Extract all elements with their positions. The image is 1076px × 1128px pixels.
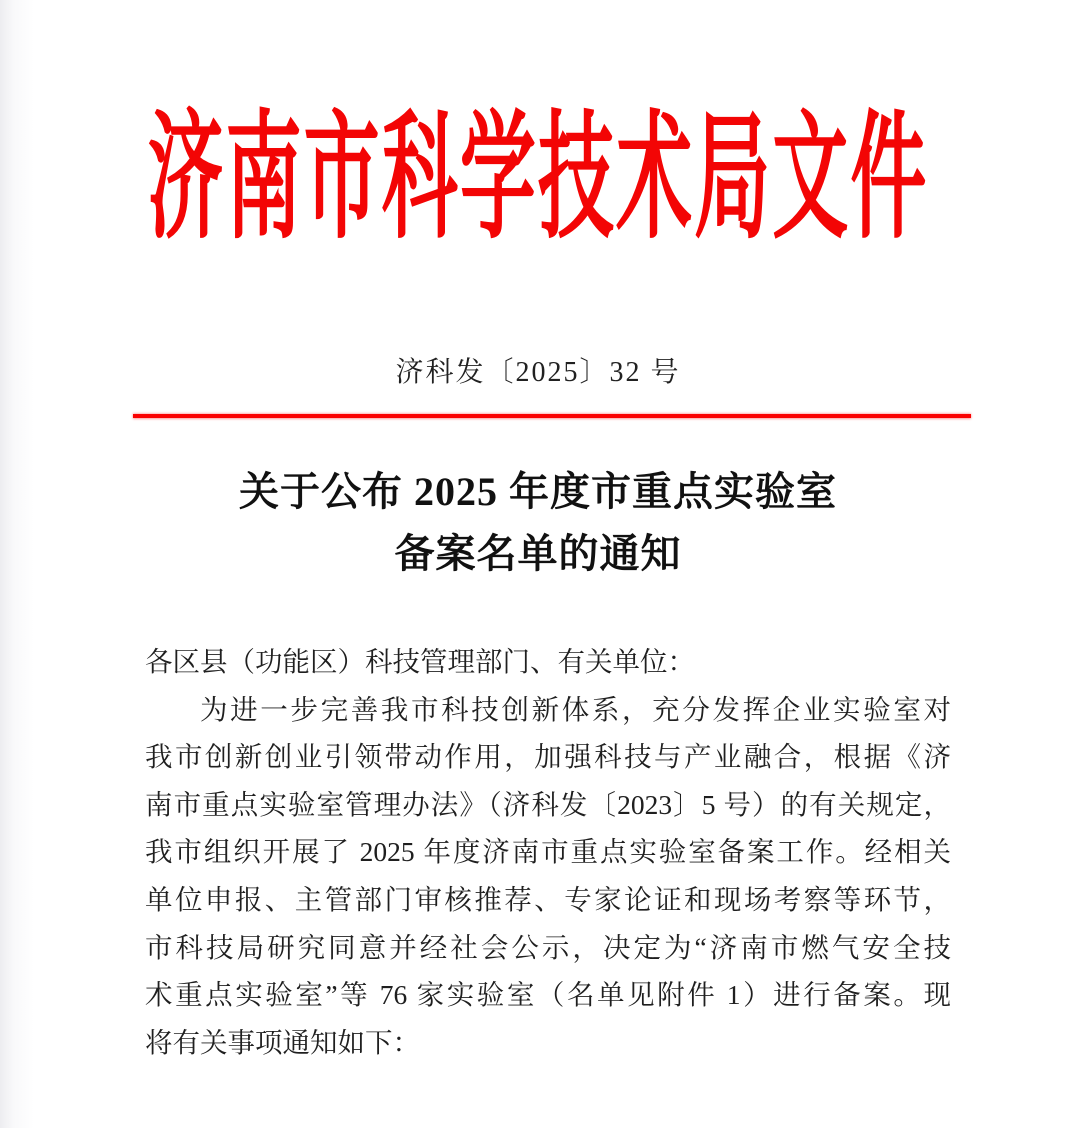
- body-line: 为进一步完善我市科技创新体系，充分发挥企业实验室对: [200, 693, 951, 725]
- body-line: 单位申报、主管部门审核推荐、专家论证和现场考察等环节，: [145, 883, 951, 915]
- document-title-line-2: 备案名单的通知: [394, 531, 682, 576]
- body-line: 将有关事项通知如下：: [145, 1026, 420, 1058]
- body-line: 市科技局研究同意并经社会公示，决定为“济南市燃气安全技: [145, 931, 951, 963]
- body-line: 我市组织开展了 2025 年度济南市重点实验室备案工作。经相关: [145, 836, 951, 868]
- document-body: [145, 638, 951, 1066]
- body-line: 我市创新创业引领带动作用，加强科技与产业融合，根据《济: [145, 741, 951, 773]
- red-header-banner: [0, 103, 1076, 255]
- body-line: 南市重点实验室管理办法》（济科发〔2023〕5 号）的有关规定，: [145, 788, 951, 820]
- red-separator-line: [133, 414, 971, 418]
- body-line: 各区县（功能区）科技管理部门、有关单位：: [145, 646, 695, 677]
- document-title: [0, 461, 1076, 585]
- document-number: 济科发〔2025〕32 号: [395, 357, 681, 388]
- agency-banner-title: 济南市科学技术局文件: [147, 101, 929, 255]
- document-title-line-1: 关于公布 2025 年度市重点实验室: [239, 469, 837, 514]
- body-line: 术重点实验室”等 76 家实验室（名单见附件 1）进行备案。现: [145, 979, 951, 1011]
